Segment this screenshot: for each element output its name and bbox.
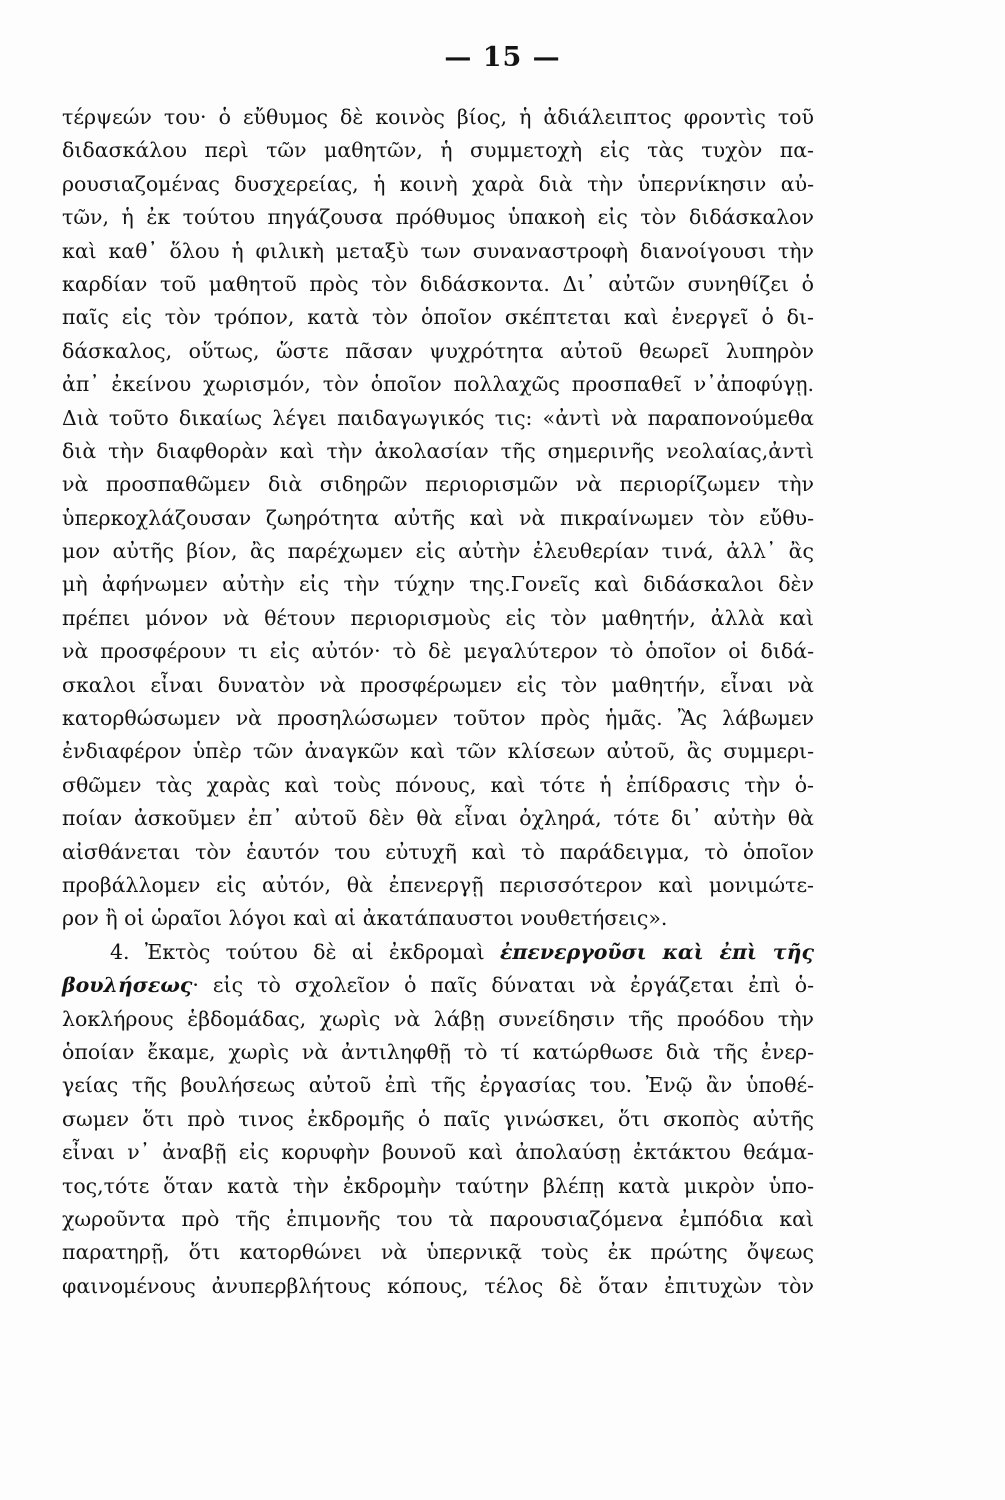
text-line: σωμεν ὅτι πρὸ τινος ἐκδρομῆς ὁ παῖς γινώσκει, ὅτι σκοπὸς αὐτῆς (62, 1106, 814, 1131)
text-line: γείας τῆς βουλήσεως αὐτοῦ ἐπὶ τῆς ἐργασίας του. Ἐνῷ ἂν ὑποθέ- (62, 1073, 814, 1098)
text-line: πρέπει μόνον νὰ θέτουν περιορισμοὺς εἰς τὸν μαθητήν, ἀλλὰ καὶ (62, 605, 814, 630)
text-line: νὰ προσφέρουν τι εἰς αὐτόν· τὸ δὲ μεγαλύτερον τὸ ὁποῖον οἱ διδά- (62, 639, 814, 664)
section-4-lead-text: 4. Ἐκτὸς τούτου δὲ αἱ ἐκδρομαὶ (110, 939, 500, 964)
text-line: τος,τότε ὅταν κατὰ τὴν ἐκδρομὴν ταύτην βλέπῃ κατὰ μικρὸν ὑπο- (62, 1173, 814, 1198)
text-line: ποίαν ἀσκοῦμεν ἐπ᾿ αὐτοῦ δὲν θὰ εἶναι ὀχληρά, τότε δι᾿ αὐτὴν θὰ (62, 806, 814, 831)
emphasis-text: ἐπενεργοῦσι καὶ ἐπὶ τῆς (499, 939, 814, 964)
text-line: σθῶμεν τὰς χαρὰς καὶ τοὺς πόνους, καὶ τότε ἡ ἐπίδρασις τὴν ὁ- (62, 772, 814, 797)
emphasis-text: βουλήσεως (62, 973, 193, 998)
text-line: κατορθώσωμεν νὰ προσηλώσωμεν τοῦτον πρὸς ἡμᾶς. Ἂς λάβωμεν (62, 706, 814, 731)
text-line: μον αὐτῆς βίον, ἂς παρέχωμεν εἰς αὐτὴν ἐλευθερίαν τινά, ἀλλ᾿ ἂς (62, 539, 814, 564)
body-text (62, 101, 814, 1303)
text-line: παρατηρῇ, ὅτι κατορθώνει νὰ ὑπερνικᾷ τοὺς ἐκ πρώτης ὄψεως (62, 1240, 814, 1265)
text-line: καρδίαν τοῦ μαθητοῦ πρὸς τὸν διδάσκοντα. Δι᾿ αὐτῶν συνηθίζει ὁ (62, 271, 814, 296)
text-line: παῖς εἰς τὸν τρόπον, κατὰ τὸν ὁποῖον σκέπτεται καὶ ἐνεργεῖ ὁ δι- (62, 305, 814, 330)
text-line: καὶ καθ᾿ ὅλου ἡ φιλικὴ μεταξὺ των συναναστροφὴ διανοίγουσι τὴν (62, 238, 814, 263)
text-line: νὰ προσπαθῶμεν διὰ σιδηρῶν περιορισμῶν νὰ περιορίζωμεν τὴν (62, 472, 814, 497)
text-line: λοκλήρους ἑβδομάδας, χωρὶς νὰ λάβῃ συνείδησιν τῆς προόδου τὴν (62, 1006, 814, 1031)
text-line: ἐνδιαφέρον ὑπὲρ τῶν ἀναγκῶν καὶ τῶν κλίσεων αὐτοῦ, ἂς συμμερι- (62, 739, 814, 764)
section-4-continuation-text: · εἰς τὸ σχολεῖον ὁ παῖς δύναται νὰ ἐργάζεται ἐπὶ ὁ- (192, 973, 814, 998)
text-line: αἰσθάνεται τὸν ἑαυτόν του εὐτυχῆ καὶ τὸ παράδειγμα, τὸ ὁποῖον (62, 839, 814, 864)
text-line: διδασκάλου περὶ τῶν μαθητῶν, ἡ συμμετοχὴ εἰς τὰς τυχὸν πα- (62, 138, 814, 163)
section-4-first-line (62, 936, 814, 969)
text-line: διὰ τὴν διαφθορὰν καὶ τὴν ἀκολασίαν τῆς σημερινῆς νεολαίας,ἀντὶ (62, 438, 814, 463)
paragraph-end-line: ρον ἢ οἱ ὡραῖοι λόγοι καὶ αἱ ἀκατάπαυστοι νουθετήσεις». (62, 906, 668, 931)
text-line: εἶναι ν᾿ ἀναβῇ εἰς κορυφὴν βουνοῦ καὶ ἀπολαύσῃ ἐκτάκτου θεάμα- (62, 1140, 814, 1165)
text-line: προβάλλομεν εἰς αὐτόν, θὰ ἐπενεργῇ περισσότερον καὶ μονιμώτε- (62, 872, 814, 897)
text-line: τέρψεών του· ὁ εὔθυμος δὲ κοινὸς βίος, ἡ ἀδιάλειπτος φροντὶς τοῦ (62, 105, 814, 129)
section-4-second-line (62, 969, 814, 1002)
text-line: ρουσιαζομένας δυσχερείας, ἡ κοινὴ χαρὰ διὰ τὴν ὑπερνίκησιν αὐ- (62, 171, 814, 196)
text-line: ὑπερκοχλάζουσαν ζωηρότητα αὐτῆς καὶ νὰ πικραίνωμεν τὸν εὔθυ- (62, 505, 814, 530)
text-line: μὴ ἀφήνωμεν αὐτὴν εἰς τὴν τύχην της.Γονεῖς καὶ διδάσκαλοι δὲν (62, 572, 814, 597)
text-line: Διὰ τοῦτο δικαίως λέγει παιδαγωγικός τις: «ἀντὶ νὰ παραπονούμεθα (62, 405, 814, 430)
text-line: ὁποίαν ἔκαμε, χωρὶς νὰ ἀντιληφθῇ τὸ τί κατώρθωσε διὰ τῆς ἐνερ- (62, 1039, 814, 1064)
text-line: φαινομένους ἀνυπερβλήτους κόπους, τέλος δὲ ὅταν ἐπιτυχὼν τὸν (62, 1273, 814, 1298)
text-line: χωροῦντα πρὸ τῆς ἐπιμονῆς του τὰ παρουσιαζόμενα ἐμπόδια καὶ (62, 1206, 814, 1231)
page-number: — 15 — (444, 42, 561, 73)
text-line: δάσκαλος, οὕτως, ὥστε πᾶσαν ψυχρότητα αὐτοῦ θεωρεῖ λυπηρὸν (62, 338, 814, 363)
text-line: ἀπ᾿ ἐκείνου χωρισμόν, τὸν ὁποῖον πολλαχῶς προσπαθεῖ ν᾿ἀποφύγῃ. (62, 372, 814, 397)
text-line: τῶν, ἡ ἐκ τούτου πηγάζουσα πρόθυμος ὑπακοὴ εἰς τὸν διδάσκαλον (62, 205, 814, 230)
text-line: σκαλοι εἶναι δυνατὸν νὰ προσφέρωμεν εἰς τὸν μαθητήν, εἶναι νὰ (62, 672, 814, 697)
